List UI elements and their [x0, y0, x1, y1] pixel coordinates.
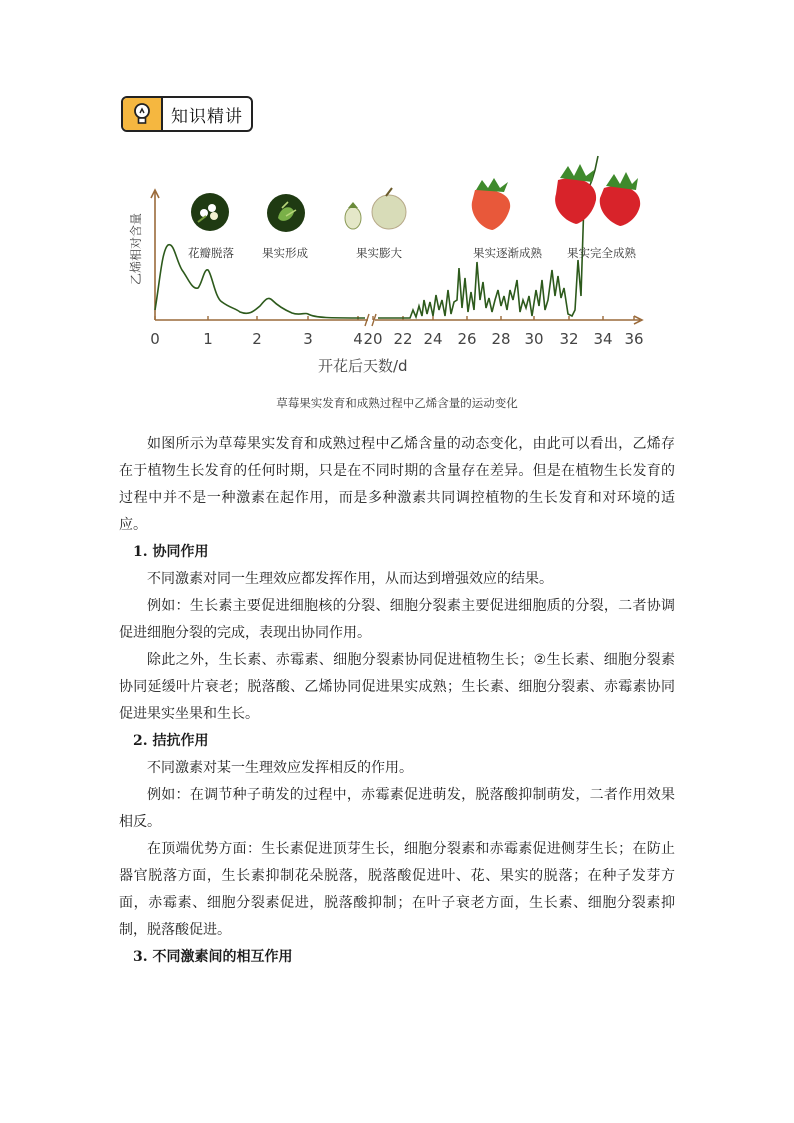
section-heading: 3. 不同激素间的相互作用 — [133, 949, 293, 965]
lightbulb-icon — [123, 98, 163, 130]
paragraph: 如图所示为草莓果实发育和成熟过程中乙烯含量的动态变化，由此可以看出，乙烯存在于植物生长发育的任何时期，只是在不同时期的含量存在差异。但是在植物生长发育的过程中并不是一种激素在起作用，而是多种激素共同调控植物的生长发育和对环境的适应。 — [119, 436, 675, 533]
figure-caption: 草莓果实发育和成熟过程中乙烯含量的运动变化 — [276, 396, 518, 410]
x-tick-label: 36 — [624, 330, 644, 348]
x-axis-label: 开花后天数/d — [318, 357, 408, 375]
ripening-strawberry-icon — [472, 178, 510, 230]
y-axis-label: 乙烯相对含量 — [129, 212, 143, 285]
x-tick-label: 24 — [423, 330, 443, 348]
axis-break — [365, 314, 376, 326]
paragraph: 除此之外，生长素、赤霉素、细胞分裂素协同促进植物生长；②生长素、细胞分裂素协同延缓叶片衰老；脱落酸、乙烯协同促进果实成熟；生长素、细胞分裂素、赤霉素协同促进果实坐果和生长。 — [119, 652, 675, 722]
x-tick-label: 4 — [353, 330, 363, 348]
x-tick-label: 32 — [559, 330, 579, 348]
ethylene-series-line — [155, 156, 598, 318]
fruit-formation-icon — [267, 194, 305, 232]
section-heading: 2. 拮抗作用 — [133, 733, 209, 749]
fruit-swelling-icon — [345, 188, 406, 229]
stage-label: 果实膨大 — [356, 246, 402, 260]
ripe-strawberry-icon — [555, 164, 640, 226]
section-badge — [121, 96, 253, 132]
x-tick-label: 34 — [593, 330, 613, 348]
paragraph: 例如：生长素主要促进细胞核的分裂、细胞分裂素主要促进细胞质的分裂，二者协调促进细胞分裂的完成，表现出协同作用。 — [119, 598, 675, 641]
ethylene-chart — [120, 150, 660, 385]
section-heading: 1. 协同作用 — [133, 544, 209, 560]
stage-label: 花瓣脱落 — [188, 246, 234, 260]
stage-label: 果实完全成熟 — [567, 246, 636, 260]
paragraph: 不同激素对某一生理效应发挥相反的作用。 — [147, 760, 413, 776]
x-tick-label: 28 — [491, 330, 511, 348]
petal-fall-icon — [191, 193, 229, 231]
stage-label: 果实形成 — [262, 246, 308, 260]
section-title: 知识精讲 — [171, 106, 243, 127]
article-body — [119, 431, 675, 971]
x-tick-label: 22 — [393, 330, 413, 348]
paragraph: 不同激素对同一生理效应都发挥作用，从而达到增强效应的结果。 — [147, 571, 553, 587]
x-tick-label: 2 — [252, 330, 262, 348]
paragraph: 在顶端优势方面：生长素促进顶芽生长，细胞分裂素和赤霉素促进侧芽生长；在防止器官脱落方面，生长素抑制花朵脱落，脱落酸促进叶、花、果实的脱落；在种子发芽方面，赤霉素、细胞分裂素促进，脱落酸抑制；在叶子衰老方面，生长素、细胞分裂素抑制，脱落酸促进。 — [119, 841, 675, 938]
paragraph: 例如：在调节种子萌发的过程中，赤霉素促进萌发，脱落酸抑制萌发，二者作用效果相反。 — [119, 787, 675, 830]
stage-label: 果实逐渐成熟 — [473, 246, 542, 260]
x-tick-label: 26 — [457, 330, 477, 348]
x-tick-label: 0 — [150, 330, 160, 348]
x-tick-label: 1 — [203, 330, 213, 348]
x-tick-label: 20 — [363, 330, 383, 348]
x-tick-label: 3 — [303, 330, 313, 348]
x-tick-label: 30 — [524, 330, 544, 348]
